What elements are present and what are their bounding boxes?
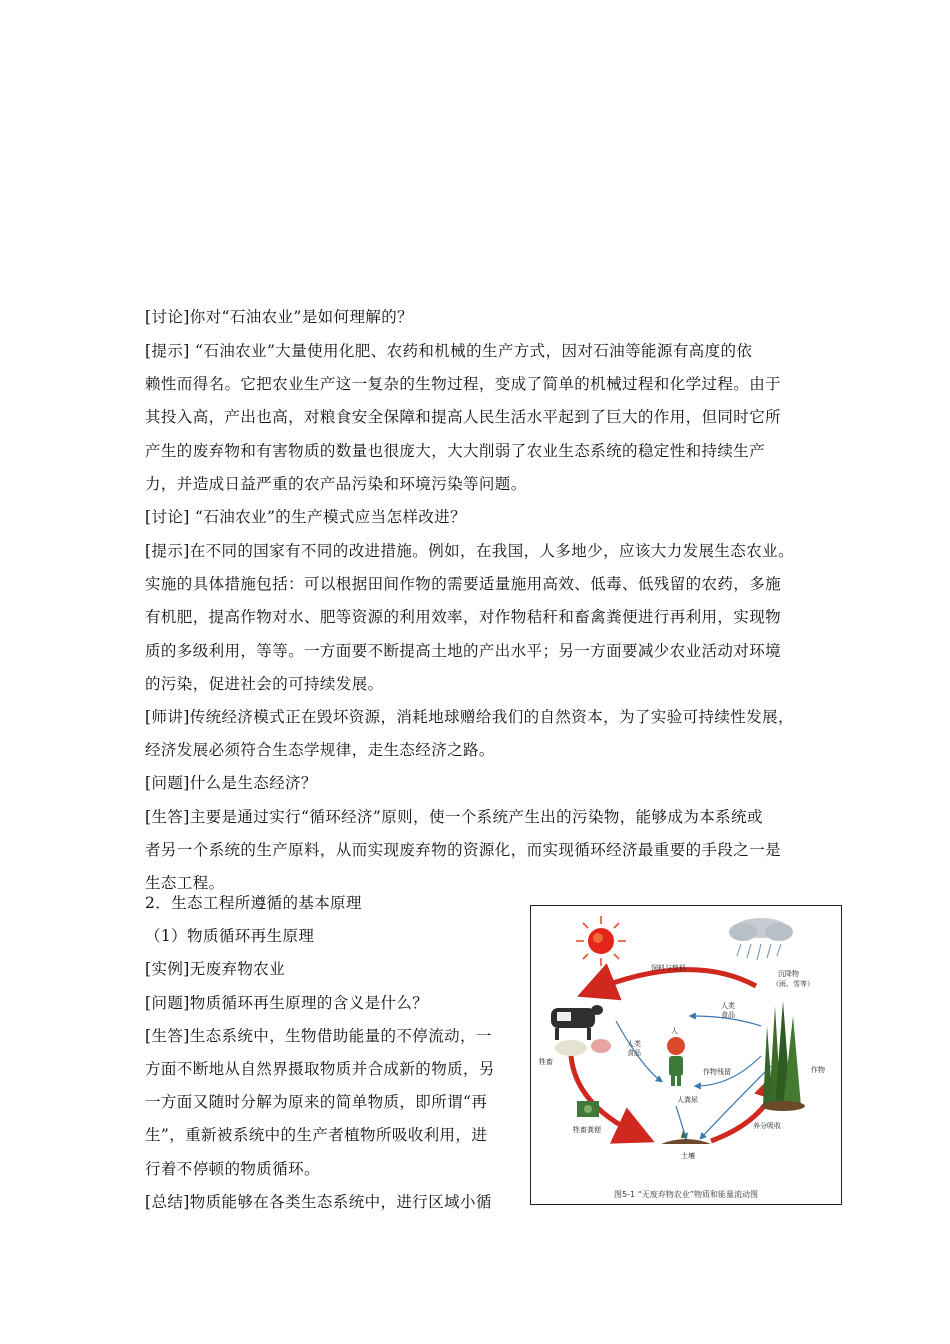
label-sediment-sub: （雨、雪等） [772,980,814,988]
label-crops: 作物 [811,1066,825,1074]
paragraph-discussion-2 [145,501,808,534]
text-line: 行着不停顿的物质循环。 [145,1159,320,1178]
text-line: [师讲]传统经济模式正在毁坏资源，消耗地球赠给我们的自然资本，为了实验可持续性发展， [145,708,794,726]
label-soil: 土壤 [681,1152,695,1160]
text-line: 实施的具体措施包括：可以根据田间作物的需要适量施用高效、低毒、低残留的农药，多施 [145,575,782,594]
text-line: [讨论]你对“石油农业”是如何理解的？ [145,308,414,326]
text-line: 一方面又随时分解为原来的简单物质，即所谓“再 [145,1093,488,1112]
text-line: 方面不断地从自然界摄取物质并合成新的物质，另 [145,1060,495,1079]
paragraph-student-answer [145,801,808,901]
text-line: 经济发展必须符合生态学规律，走生态经济之路。 [145,741,495,760]
rain-cloud-icon [729,918,793,960]
text-line: [问题]物质循环再生原理的含义是什么？ [145,993,429,1012]
label-nutrients: 养分吸收 [753,1122,781,1130]
text-line: [总结]物质能够在各类生态系统中，进行区域小循 [145,1192,492,1211]
label-livestock: 牲畜 [539,1058,553,1066]
text-line: [生答]主要是通过实行“循环经济”原则，使一个系统产生出的污染物，能够成为本系统或 [145,808,763,826]
figure-caption: 图5-1 “无废弃物农业”物质和能量流动图 [614,1190,758,1199]
label-human-food-top: 人类 [721,1002,735,1010]
text-line: [提示] “石油农业”大量使用化肥、农药和机械的生产方式，因对石油等能源有高度的依 [145,342,753,360]
livestock-icon [551,1005,611,1056]
label-human: 人 [671,1027,678,1035]
label-human-feces: 人粪尿 [677,1096,698,1104]
crops-icon [761,1001,805,1111]
text-line: 的污染，促进社会的可持续发展。 [145,674,384,693]
text-line: 有机肥，提高作物对水、肥等资源的利用效率，对作物秸秆和畜禽粪便进行再利用，实现物 [145,608,782,627]
text-line: 赖性而得名。它把农业生产这一复杂的生物过程，变成了简单的机械过程和化学过程。由于 [145,375,782,394]
label-sediment: 沉降物 [778,970,799,978]
subsection-heading: （1）物质循环再生原理 [145,927,315,946]
label-feed: 饲料与垫料 [651,964,686,972]
text-line: [生答]生态系统中，生物借助能量的不停流动，一 [145,1026,492,1045]
manure-icon [577,1101,599,1117]
text-line: 生态工程。 [145,874,225,893]
label-crop-residue: 作物残留 [703,1068,731,1076]
text-line: [提示]在不同的国家有不同的改进措施。例如，在我国，人多地少，应该大力发展生态农业。 [145,542,794,560]
label-human-food-left-2: 食品 [627,1049,641,1057]
label-human-food-left: 人类 [627,1040,641,1048]
text-line: [问题]什么是生态经济？ [145,774,317,792]
left-column-text [145,887,517,1219]
text-line: [讨论] “石油农业”的生产模式应当怎样改进？ [145,508,467,526]
cycle-arrows [571,970,781,1141]
cycle-diagram-figure [530,905,842,1205]
paragraph-teacher [145,701,808,767]
label-human-food-top-2: 食品 [721,1011,735,1019]
paragraph-discussion-1 [145,301,808,334]
text-line: [实例]无废弃物农业 [145,960,286,979]
text-line: 其投入高，产出也高，对粮食安全保障和提高人民生活水平起到了巨大的作用，但同时它所 [145,408,782,427]
cycle-diagram [531,906,841,1204]
paragraph-hint-2 [145,535,808,701]
text-line: 力，并造成日益严重的农产品污染和环境污染等问题。 [145,474,527,493]
text-line: 生”，重新被系统中的生产者植物所吸收利用，进 [145,1126,488,1145]
paragraph-hint-1 [145,335,808,501]
text-line: 质的多级利用，等等。一方面要不断提高土地的产出水平；另一方面要减少农业活动对环境 [145,641,782,660]
section-heading: 2．生态工程所遵循的基本原理 [145,894,362,912]
sun-icon [576,916,626,966]
text-line: 产生的废弃物和有害物质的数量也很庞大，大大削弱了农业生态系统的稳定性和持续生产 [145,441,766,460]
text-line: 者另一个系统的生产原料，从而实现废弃物的资源化，而实现循环经济最重要的手段之一是 [145,841,782,860]
label-manure: 牲畜粪便 [573,1126,601,1134]
human-icon [667,1037,685,1086]
paragraph-question [145,767,808,800]
